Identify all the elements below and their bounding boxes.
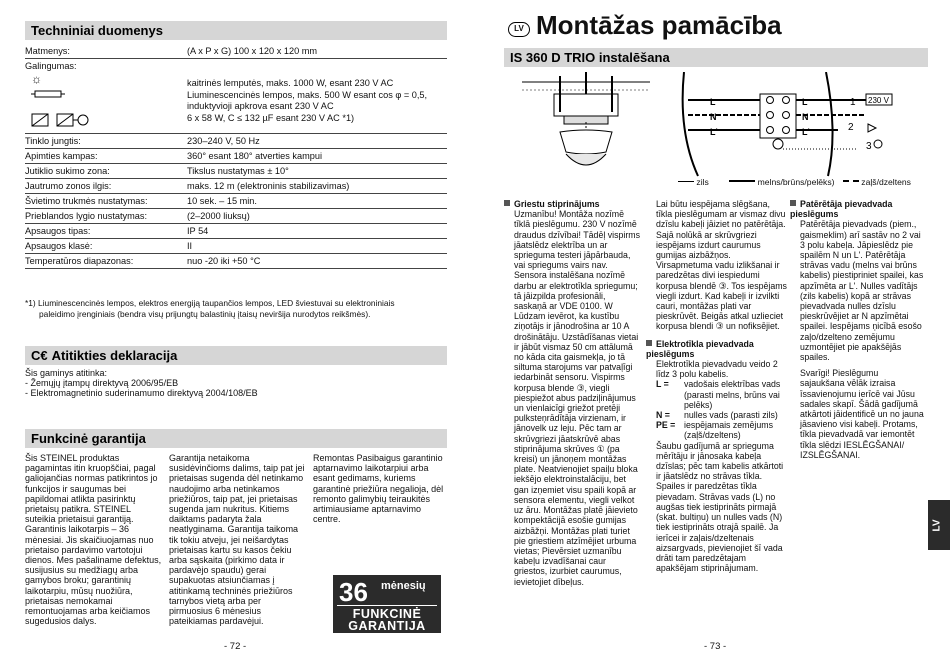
table-row: Apimties kampas: 360° esant 180° atverties kampui (25, 149, 447, 164)
table-row: Prieblandos lygio nustatymas: (2–2000 liuksų) (25, 209, 447, 224)
spec-value: (A x P x G) 100 x 120 x 120 mm (187, 46, 318, 56)
spec-key: Matmenys: (25, 46, 70, 56)
wire-label-n: N (710, 112, 717, 122)
svg-text:L': L' (802, 127, 810, 137)
svg-text:3: 3 (866, 141, 872, 152)
wire-label-l: L (710, 97, 716, 107)
spec-key: Galingumas: (25, 61, 77, 71)
svg-text:1: 1 (850, 97, 856, 108)
ceiling-mount-illustration (502, 72, 672, 182)
wire-label-lp: L' (710, 127, 718, 137)
install-col-1: Griestu stiprinājums Uzmanību! Montāža nozīmē tīklā pieslēgumu. 230 V nozīmē draudus dzīvībai! Tādēļ vispirms jāatslēdz elektrība un ar sprieguma testeri jāpārbauda, vai spriegums vairs nav. Sensora instalēšana nozīmē darbu ar elektrotīkla spriegumu; tā jāizpilda profesionāli, saskaņā ar VDE 0100. W Lūdzam ievērot, ka kustību ziņotājs ir jānodrošina ar 10 A drošinātāju. Uzstādīšanas vietai ir jābūt vismaz 50 cm attālumā no kāda cita gaismekļa, jo tā siltuma starojums var patvaļīgi iedarbināt sensoru. Vispirms korpusa blende ③, viegli piespiežot abus padziļinājumus un vienlaicīgi griežot pretēji pulksteņrādītāja virzienam, ir jānovelk uz leju. Pēc tam ar skrūvgriezi jāatskrūvē abas stiprinājuma skrūves ① (pa kreisi) un jānoņem montāžas plate. Neatvienojiet spaiļu bloka iekšējo elektroinstalāciju, bet gan izņemiet visu spaili kopā ar sensora elementu, viegli velkot uz āru. Montāžas platē jāievieto kompektācijā esošie gumijas aizbāžņi. Montāžas plati turiet pie griestiem atzīmējiet urbuma vietas; Pievērsiet uzmanību kabeļu izvadīšanai caur griestos, izurbiet caurumus, ievietojiet dībeļus. (504, 199, 640, 587)
footnote: *1) Liuminescencinės lempos, elektros energiją taupančios lempos, LED šviestuvai su elektroniniais paleidimo įrenginiais (bendra visų prijungtų balastinių įtaisų neviršija nurodytos reikšmės). (25, 298, 395, 319)
section-title-declaration: C€ Atitikties deklaracija (25, 346, 447, 365)
install-col-3: Patērētāja pievadvada pieslēgums Patērētāja pievadvads (piem., gaismeklim) arī sastāv no 2 vai 3 polu kabeļa. Jāpieslēdz pie spailēm N un L'. Patērētāja strāvas vadu (melns vai brūns kabelis) piestipriniet spailei, kas apzīmēta ar L'. Nulles vadītājs (zils kabelis) kopā ar strāvas pievadvada nulles dzīslu pieskrūvējiet ar N apzīmētai spailei. Iespējams ņicībā esošo zaļo/dzelteno zemējumu uzmontējiet pie apakšējās spailes. Svarīgi! Pieslēgumu sajaukšana vēlāk izraisa īssavienojumu ierīcē vai Jūsu sadales skapī. Šādā gadījumā atkārtoti jāidentificē un no jauna jāsavieno visi kabeļi. Protams, tīkla pievadvadā var iemontēt tīkla slēdzi IESLĒGŠANAI/ IZSLĒGŠANAI. (790, 199, 924, 460)
ballast-icon (31, 119, 101, 129)
language-badge: LV (508, 22, 530, 37)
table-row: Temperatūros diapazonas: nuo -20 iki +50 °C (25, 254, 447, 269)
bulb-icon: ☼ (31, 71, 42, 86)
section-title-warranty: Funkcinė garantija (25, 429, 447, 448)
warranty-col-3: Remontas Pasibaigus garantinio aptarnavimo laikotarpiui arba esant gedimams, kuriems garantinė priežiūra negalioja, dėl remonto galimybių teiraukitės artimiausiame aptarnavimo centre. (313, 453, 444, 525)
section-title-tech: Techniniai duomenys (25, 21, 447, 40)
page-number: - 73 - (704, 641, 727, 652)
power-fluorescent: Liuminescencinės lempos, maks. 500 W esant cos φ = 0,5, induktyvioji apkrova esant 230 V AC (25, 90, 447, 111)
wire-legend: zils melns/brūns/pelēks) zaļš/dzeltens (678, 177, 911, 187)
language-tab: LV (928, 500, 950, 550)
voltage-label: 230 V (868, 96, 889, 105)
heading-consumer-connection: Patērētāja pievadvada pieslēgums (790, 199, 893, 220)
page-title: Montāžas pamācība (536, 10, 782, 40)
svg-text:N: N (802, 112, 809, 122)
wiring-diagram (678, 72, 928, 182)
declaration-text: Šis gaminys atitinka: - Žemųjų įtampų direktyvą 2006/95/EB - Elektromagnetinio suderinamumo direktyvą 2004/108/EB (25, 368, 258, 399)
table-row: Apsaugos tipas: IP 54 (25, 224, 447, 239)
spec-table (25, 44, 447, 269)
table-row: Tinklo jungtis: 230–240 V, 50 Hz (25, 134, 447, 149)
table-row: Jutiklio sukimo zona: Tikslus nustatymas ± 10° (25, 164, 447, 179)
ce-mark-icon: C€ (31, 348, 48, 363)
heading-ceiling-mount: Griestu stiprinājums (504, 199, 640, 209)
power-incandescent: ☼ kaitrinės lemputės, maks. 1000 W, esant 230 V AC (31, 71, 394, 88)
warranty-col-1: Šis STEINEL produktas pagamintas itin kruopščiai, pagal galiojančias normas patikrintos jo funkcijos ir saugumas bei papildomai atlikta pasirinktų prietaisų patikra. STEINEL suteikia prietaisui garantiją. Garantinis laikotarpis – 36 mėnesiai. Jis skaičiuojamas nuo prietaiso pardavimo vartotojui dienos. Mes pašaliname defektus, susijusius su medžiagų arba gamybos broku; garantinių laikotarpiu, mūsų nuožiūra, prietaisas nemokamai remontuojamas arba keičiamos sugedusios dalys. (25, 453, 162, 627)
table-row: Jautrumo zonos ilgis: maks. 12 m (elektroninis stabilizavimas) (25, 179, 447, 194)
right-page (478, 0, 950, 659)
tube-icon (31, 90, 65, 100)
left-page (0, 0, 472, 659)
svg-text:2: 2 (848, 122, 854, 133)
warranty-col-2: Garantija netaikoma susidėvinčioms dalims, taip pat jei prietaisas sugenda dėl netinkamo naudojimo arba netinkamos priežiūros, taip pat, jei prietaisas sugenda jam nukritus. Kitiems daiktams padaryta žala neatlyginama. Garantija taikoma tik tokiu atveju, jei neišardytas prietaisas kartu su kasos čekiu arba sąskaita (pirkimo data ir pardavėjo spaudu) gerai supakuotas atsiunčiamas į atitinkamą techninės priežiūros tarnybos vietą arba per pirmuosius 6 mėnesius pateikiamas pardavėjui. (169, 453, 305, 627)
heading-mains-connection: Elektrotīkla pievadvada pieslēgums (646, 338, 754, 359)
warranty-badge: 36 mėnesių FUNKCINĖ GARANTIJA (333, 575, 441, 633)
page-number: - 72 - (224, 641, 247, 652)
table-row: Švietimo trukmės nustatymas: 10 sek. – 15 min. (25, 194, 447, 209)
table-row (25, 59, 447, 134)
table-row: Apsaugos klasė: II (25, 239, 447, 254)
install-col-2: Lai būtu iespējama slēgšana, tīkla pieslēgumam ar vismaz divu dzīslu kabeļi jāiziet no patērētāja. Sajā nolūkā ar skrūvgriezi iespējams izdurt caurumus gumijas aizbāžņos. Virsapmetuma vadu izlikšanai ir paredzētas divi iespiedumi korpusa blendē ③. Tos iespējams viegli izdurt. Kad kabeļi ir izvilkti cauri, montāžas plati var pieskrūvēt. Beigās atkal uzlieciet korpusa blendi ③ un nofiksējiet. Elektrotīkla pievadvada pieslēgums Elektrotīkla pievadvadu veido 2 līdz 3 polu kabelis. L = vadošais elektrības vads (parasti melns, brūns vai pelēks) N = nulles vads (parasti zils) PE = iespējamais zemējums (zaļš/dzeltens) Šaubu gadījumā ar sprieguma mērītāju ir jānosaka kabeļa dzīslas; pēc tam kabelis atkārtoti ir jāatslēdz no strāvas tīkla. Spailes ir paredzētas tīkla pievadam. Strāvas vads (L) no augšas tiek iestiprināts pirmajā (skat. bultiņu) un nulles vads (N) tiek iestiprināts otrajā spailē. Ja ierīcei ir zaļais/dzeltenais aizsargvads, pievienojiet šī vada drāti tam paredzētajam apakšējam stiprinājumam. (646, 199, 787, 574)
section-title-install: IS 360 D TRIO instalēšana (504, 48, 928, 67)
table-row (25, 44, 447, 59)
power-ballast: 6 x 58 W, C ≤ 132 µF esant 230 V AC *1) (25, 113, 447, 130)
svg-text:L: L (802, 97, 808, 107)
